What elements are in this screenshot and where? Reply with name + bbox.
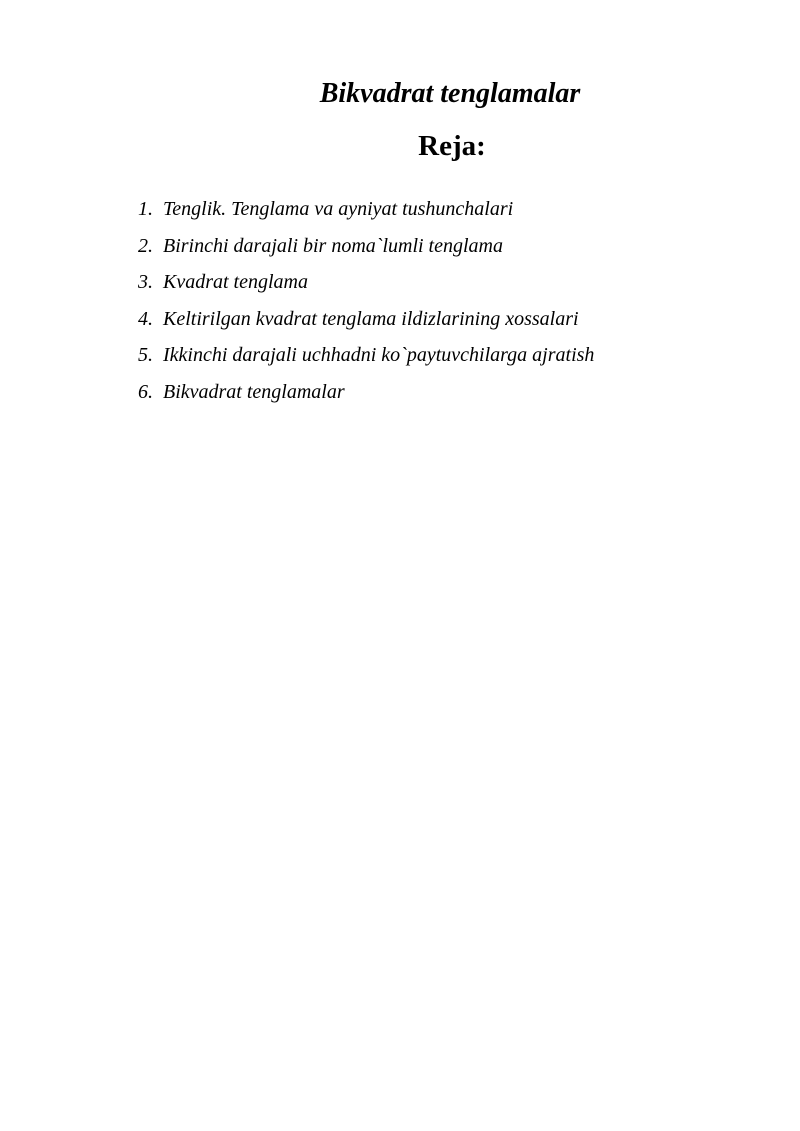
plan-item-text: Keltirilgan kvadrat tenglama ildizlarining xossalari: [163, 307, 579, 330]
plan-item-text: Ikkinchi darajali uchhadni ko`paytuvchilarga ajratish: [163, 344, 595, 367]
document-title: Bikvadrat tenglamalar: [319, 78, 581, 109]
plan-item-number: 3.: [138, 271, 153, 294]
plan-item-number: 1.: [138, 198, 153, 220]
plan-item-text: Tenglik. Tenglama va ayniyat tushunchalari: [163, 198, 514, 220]
plan-item-number: 5.: [138, 344, 153, 367]
plan-item-text: Birinchi darajali bir noma`lumli tenglama: [163, 234, 503, 257]
plan-item-text: Bikvadrat tenglamalar: [163, 380, 345, 403]
plan-item-number: 4.: [138, 307, 153, 330]
plan-item-text: Kvadrat tenglama: [163, 271, 308, 294]
plan-heading: Reja:: [418, 130, 486, 162]
plan-item-number: 2.: [138, 234, 153, 257]
plan-item-number: 6.: [138, 380, 153, 403]
